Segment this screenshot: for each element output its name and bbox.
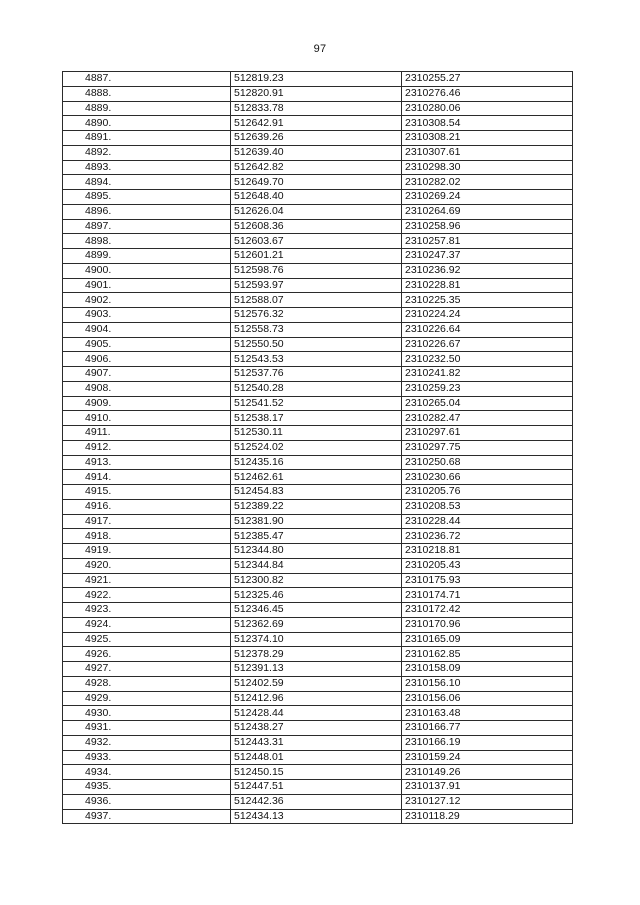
y-coordinate-cell: 2310269.24: [402, 190, 573, 205]
table-row: [63, 750, 573, 765]
point-number-cell: 4896.: [63, 204, 231, 219]
y-coordinate-cell: 2310205.43: [402, 558, 573, 573]
y-coordinate-cell: 2310127.12: [402, 794, 573, 809]
point-number-cell: 4919.: [63, 544, 231, 559]
x-coordinate-cell: 512598.76: [231, 263, 402, 278]
y-coordinate-cell: 2310236.72: [402, 529, 573, 544]
y-coordinate-cell: 2310228.44: [402, 514, 573, 529]
point-number-cell: 4913.: [63, 455, 231, 470]
table-row: [63, 234, 573, 249]
x-coordinate-cell: 512648.40: [231, 190, 402, 205]
point-number-cell: 4903.: [63, 308, 231, 323]
point-number-cell: 4897.: [63, 219, 231, 234]
x-coordinate-cell: 512588.07: [231, 293, 402, 308]
point-number-cell: 4893.: [63, 160, 231, 175]
point-number-cell: 4900.: [63, 263, 231, 278]
x-coordinate-cell: 512550.50: [231, 337, 402, 352]
x-coordinate-cell: 512524.02: [231, 440, 402, 455]
table-row: [63, 308, 573, 323]
y-coordinate-cell: 2310225.35: [402, 293, 573, 308]
y-coordinate-cell: 2310166.77: [402, 721, 573, 736]
table-row: [63, 116, 573, 131]
y-coordinate-cell: 2310308.21: [402, 131, 573, 146]
x-coordinate-cell: 512344.84: [231, 558, 402, 573]
y-coordinate-cell: 2310156.06: [402, 691, 573, 706]
table-row: [63, 219, 573, 234]
point-number-cell: 4918.: [63, 529, 231, 544]
point-number-cell: 4922.: [63, 588, 231, 603]
point-number-cell: 4926.: [63, 647, 231, 662]
point-number-cell: 4924.: [63, 617, 231, 632]
table-row: [63, 573, 573, 588]
point-number-cell: 4920.: [63, 558, 231, 573]
x-coordinate-cell: 512428.44: [231, 706, 402, 721]
point-number-cell: 4937.: [63, 809, 231, 824]
page-number: 97: [313, 43, 327, 55]
x-coordinate-cell: 512385.47: [231, 529, 402, 544]
x-coordinate-cell: 512325.46: [231, 588, 402, 603]
y-coordinate-cell: 2310163.48: [402, 706, 573, 721]
y-coordinate-cell: 2310208.53: [402, 499, 573, 514]
x-coordinate-cell: 512649.70: [231, 175, 402, 190]
x-coordinate-cell: 512608.36: [231, 219, 402, 234]
point-number-cell: 4927.: [63, 662, 231, 677]
y-coordinate-cell: 2310236.92: [402, 263, 573, 278]
point-number-cell: 4906.: [63, 352, 231, 367]
table-row: [63, 175, 573, 190]
point-number-cell: 4895.: [63, 190, 231, 205]
x-coordinate-cell: 512833.78: [231, 101, 402, 116]
table-row: [63, 352, 573, 367]
y-coordinate-cell: 2310232.50: [402, 352, 573, 367]
point-number-cell: 4934.: [63, 765, 231, 780]
table-row: [63, 780, 573, 795]
point-number-cell: 4931.: [63, 721, 231, 736]
point-number-cell: 4898.: [63, 234, 231, 249]
point-number-cell: 4909.: [63, 396, 231, 411]
y-coordinate-cell: 2310257.81: [402, 234, 573, 249]
table-row: [63, 293, 573, 308]
y-coordinate-cell: 2310307.61: [402, 145, 573, 160]
table-row: [63, 72, 573, 87]
table-row: [63, 322, 573, 337]
x-coordinate-cell: 512450.15: [231, 765, 402, 780]
x-coordinate-cell: 512541.52: [231, 396, 402, 411]
table-row: [63, 263, 573, 278]
y-coordinate-cell: 2310166.19: [402, 735, 573, 750]
table-row: [63, 145, 573, 160]
table-row: [63, 455, 573, 470]
point-number-cell: 4929.: [63, 691, 231, 706]
point-number-cell: 4936.: [63, 794, 231, 809]
point-number-cell: 4911.: [63, 426, 231, 441]
point-number-cell: 4907.: [63, 367, 231, 382]
point-number-cell: 4910.: [63, 411, 231, 426]
y-coordinate-cell: 2310241.82: [402, 367, 573, 382]
point-number-cell: 4935.: [63, 780, 231, 795]
y-coordinate-cell: 2310156.10: [402, 676, 573, 691]
table-row: [63, 440, 573, 455]
point-number-cell: 4917.: [63, 514, 231, 529]
x-coordinate-cell: 512438.27: [231, 721, 402, 736]
x-coordinate-cell: 512639.26: [231, 131, 402, 146]
point-number-cell: 4932.: [63, 735, 231, 750]
x-coordinate-cell: 512543.53: [231, 352, 402, 367]
point-number-cell: 4915.: [63, 485, 231, 500]
table-row: [63, 603, 573, 618]
x-coordinate-cell: 512558.73: [231, 322, 402, 337]
y-coordinate-cell: 2310165.09: [402, 632, 573, 647]
point-number-cell: 4928.: [63, 676, 231, 691]
x-coordinate-cell: 512642.82: [231, 160, 402, 175]
x-coordinate-cell: 512601.21: [231, 249, 402, 264]
y-coordinate-cell: 2310159.24: [402, 750, 573, 765]
point-number-cell: 4921.: [63, 573, 231, 588]
y-coordinate-cell: 2310170.96: [402, 617, 573, 632]
point-number-cell: 4912.: [63, 440, 231, 455]
y-coordinate-cell: 2310255.27: [402, 72, 573, 87]
x-coordinate-cell: 512540.28: [231, 381, 402, 396]
y-coordinate-cell: 2310162.85: [402, 647, 573, 662]
table-row: [63, 588, 573, 603]
x-coordinate-cell: 512374.10: [231, 632, 402, 647]
y-coordinate-cell: 2310158.09: [402, 662, 573, 677]
table-row: [63, 190, 573, 205]
table-row: [63, 278, 573, 293]
point-number-cell: 4892.: [63, 145, 231, 160]
y-coordinate-cell: 2310282.47: [402, 411, 573, 426]
point-number-cell: 4916.: [63, 499, 231, 514]
table-row: [63, 160, 573, 175]
table-row: [63, 676, 573, 691]
x-coordinate-cell: 512300.82: [231, 573, 402, 588]
point-number-cell: 4894.: [63, 175, 231, 190]
point-number-cell: 4891.: [63, 131, 231, 146]
x-coordinate-cell: 512391.13: [231, 662, 402, 677]
x-coordinate-cell: 512642.91: [231, 116, 402, 131]
x-coordinate-cell: 512443.31: [231, 735, 402, 750]
table-row: [63, 381, 573, 396]
y-coordinate-cell: 2310280.06: [402, 101, 573, 116]
table-row: [63, 662, 573, 677]
x-coordinate-cell: 512442.36: [231, 794, 402, 809]
table-row: [63, 249, 573, 264]
x-coordinate-cell: 512530.11: [231, 426, 402, 441]
x-coordinate-cell: 512389.22: [231, 499, 402, 514]
point-number-cell: 4904.: [63, 322, 231, 337]
table-row: [63, 86, 573, 101]
coordinates-table: [62, 71, 573, 824]
y-coordinate-cell: 2310149.26: [402, 765, 573, 780]
table-row: [63, 706, 573, 721]
x-coordinate-cell: 512454.83: [231, 485, 402, 500]
point-number-cell: 4933.: [63, 750, 231, 765]
point-number-cell: 4925.: [63, 632, 231, 647]
y-coordinate-cell: 2310224.24: [402, 308, 573, 323]
point-number-cell: 4899.: [63, 249, 231, 264]
x-coordinate-cell: 512593.97: [231, 278, 402, 293]
point-number-cell: 4887.: [63, 72, 231, 87]
x-coordinate-cell: 512462.61: [231, 470, 402, 485]
table-row: [63, 809, 573, 824]
y-coordinate-cell: 2310230.66: [402, 470, 573, 485]
point-number-cell: 4890.: [63, 116, 231, 131]
x-coordinate-cell: 512344.80: [231, 544, 402, 559]
y-coordinate-cell: 2310118.29: [402, 809, 573, 824]
x-coordinate-cell: 512626.04: [231, 204, 402, 219]
point-number-cell: 4889.: [63, 101, 231, 116]
y-coordinate-cell: 2310298.30: [402, 160, 573, 175]
point-number-cell: 4914.: [63, 470, 231, 485]
table-row: [63, 204, 573, 219]
table-row: [63, 396, 573, 411]
y-coordinate-cell: 2310258.96: [402, 219, 573, 234]
x-coordinate-cell: 512362.69: [231, 617, 402, 632]
table-row: [63, 794, 573, 809]
table-row: [63, 691, 573, 706]
y-coordinate-cell: 2310226.64: [402, 322, 573, 337]
x-coordinate-cell: 512576.32: [231, 308, 402, 323]
point-number-cell: 4908.: [63, 381, 231, 396]
x-coordinate-cell: 512434.13: [231, 809, 402, 824]
x-coordinate-cell: 512378.29: [231, 647, 402, 662]
y-coordinate-cell: 2310174.71: [402, 588, 573, 603]
point-number-cell: 4923.: [63, 603, 231, 618]
table-row: [63, 514, 573, 529]
y-coordinate-cell: 2310308.54: [402, 116, 573, 131]
x-coordinate-cell: 512537.76: [231, 367, 402, 382]
table-row: [63, 544, 573, 559]
y-coordinate-cell: 2310259.23: [402, 381, 573, 396]
point-number-cell: 4930.: [63, 706, 231, 721]
point-number-cell: 4902.: [63, 293, 231, 308]
y-coordinate-cell: 2310205.76: [402, 485, 573, 500]
table-row: [63, 426, 573, 441]
table-row: [63, 367, 573, 382]
table-row: [63, 499, 573, 514]
x-coordinate-cell: 512820.91: [231, 86, 402, 101]
point-number-cell: 4888.: [63, 86, 231, 101]
table-row: [63, 337, 573, 352]
x-coordinate-cell: 512346.45: [231, 603, 402, 618]
table-row: [63, 485, 573, 500]
x-coordinate-cell: 512447.51: [231, 780, 402, 795]
y-coordinate-cell: 2310172.42: [402, 603, 573, 618]
x-coordinate-cell: 512538.17: [231, 411, 402, 426]
table-row: [63, 131, 573, 146]
table-row: [63, 617, 573, 632]
x-coordinate-cell: 512639.40: [231, 145, 402, 160]
y-coordinate-cell: 2310137.91: [402, 780, 573, 795]
point-number-cell: 4901.: [63, 278, 231, 293]
x-coordinate-cell: 512412.96: [231, 691, 402, 706]
y-coordinate-cell: 2310247.37: [402, 249, 573, 264]
table-row: [63, 765, 573, 780]
y-coordinate-cell: 2310276.46: [402, 86, 573, 101]
y-coordinate-cell: 2310282.02: [402, 175, 573, 190]
table-row: [63, 735, 573, 750]
table-row: [63, 411, 573, 426]
x-coordinate-cell: 512448.01: [231, 750, 402, 765]
point-number-cell: 4905.: [63, 337, 231, 352]
y-coordinate-cell: 2310175.93: [402, 573, 573, 588]
table-row: [63, 529, 573, 544]
y-coordinate-cell: 2310250.68: [402, 455, 573, 470]
x-coordinate-cell: 512381.90: [231, 514, 402, 529]
y-coordinate-cell: 2310218.81: [402, 544, 573, 559]
table-row: [63, 721, 573, 736]
y-coordinate-cell: 2310228.81: [402, 278, 573, 293]
table-row: [63, 101, 573, 116]
y-coordinate-cell: 2310265.04: [402, 396, 573, 411]
x-coordinate-cell: 512819.23: [231, 72, 402, 87]
y-coordinate-cell: 2310226.67: [402, 337, 573, 352]
table-row: [63, 558, 573, 573]
table-row: [63, 632, 573, 647]
table-row: [63, 647, 573, 662]
x-coordinate-cell: 512603.67: [231, 234, 402, 249]
table-row: [63, 470, 573, 485]
x-coordinate-cell: 512402.59: [231, 676, 402, 691]
y-coordinate-cell: 2310297.61: [402, 426, 573, 441]
y-coordinate-cell: 2310297.75: [402, 440, 573, 455]
y-coordinate-cell: 2310264.69: [402, 204, 573, 219]
x-coordinate-cell: 512435.16: [231, 455, 402, 470]
